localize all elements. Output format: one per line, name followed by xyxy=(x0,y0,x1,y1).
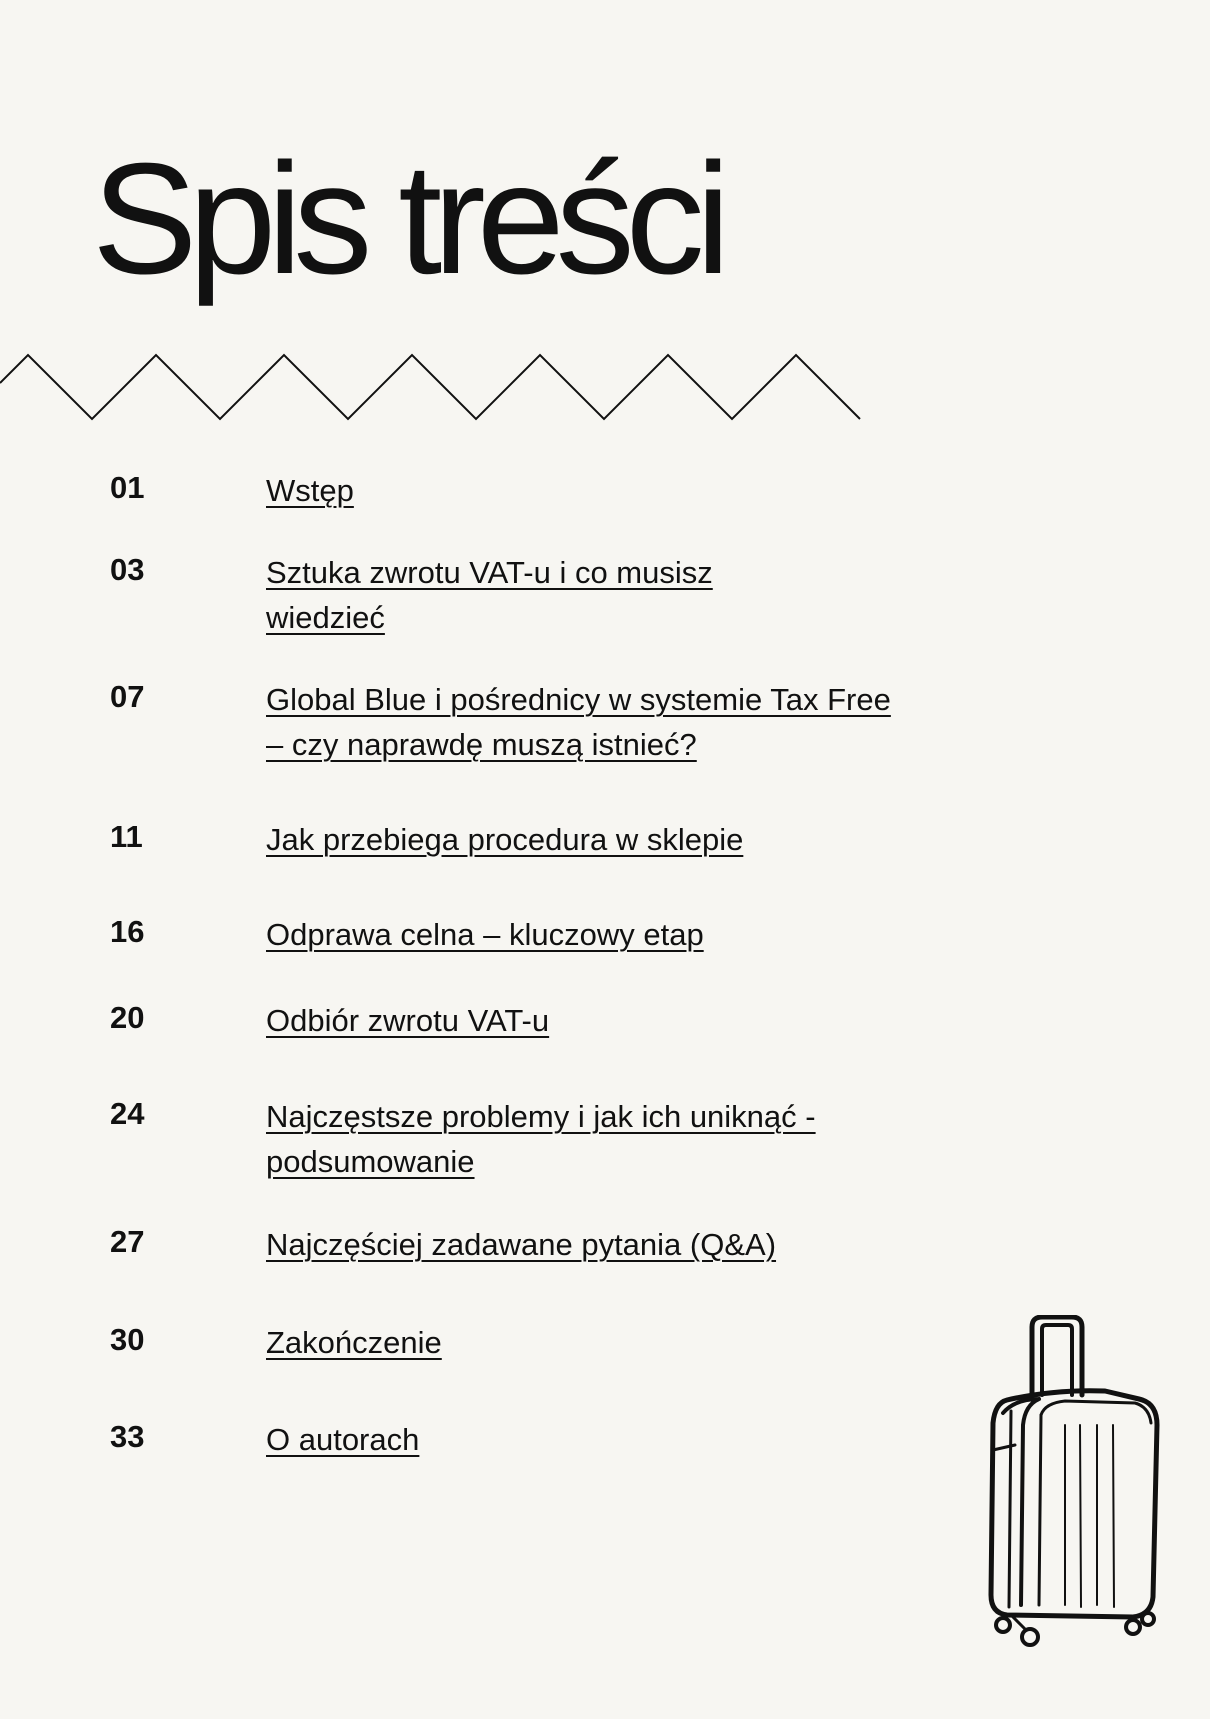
toc-page-number: 33 xyxy=(110,1419,145,1454)
toc-link[interactable]: O autorach xyxy=(266,1422,420,1457)
toc-page-number: 07 xyxy=(110,679,145,714)
toc-page-number: 24 xyxy=(110,1096,145,1131)
toc-page-number: 30 xyxy=(110,1322,145,1357)
page-title: Spis treści xyxy=(92,131,722,307)
suitcase-icon xyxy=(985,1315,1165,1655)
toc-link[interactable]: Global Blue i pośrednicy w systemie Tax Free – czy naprawdę muszą istnieć? xyxy=(266,682,891,762)
toc-page-number: 27 xyxy=(110,1224,145,1259)
toc-link[interactable]: Najczęściej zadawane pytania (Q&A) xyxy=(266,1227,777,1262)
toc-page-number: 16 xyxy=(110,914,145,949)
toc-link[interactable]: Odbiór zwrotu VAT-u xyxy=(266,1003,550,1038)
toc-page-number: 01 xyxy=(110,470,145,505)
toc-link[interactable]: Jak przebiega procedura w sklepie xyxy=(266,822,744,857)
toc-link[interactable]: Zakończenie xyxy=(266,1325,442,1360)
toc-page-number: 20 xyxy=(110,1000,145,1035)
toc-link[interactable]: Wstęp xyxy=(266,473,354,508)
toc-link[interactable]: Sztuka zwrotu VAT-u i co musisz wiedzieć xyxy=(266,555,713,635)
toc-link[interactable]: Najczęstsze problemy i jak ich uniknąć - podsumowanie xyxy=(266,1099,816,1179)
toc-page-number: 11 xyxy=(110,819,143,854)
toc-page-number: 03 xyxy=(110,552,145,587)
toc-link[interactable]: Odprawa celna – kluczowy etap xyxy=(266,917,704,952)
